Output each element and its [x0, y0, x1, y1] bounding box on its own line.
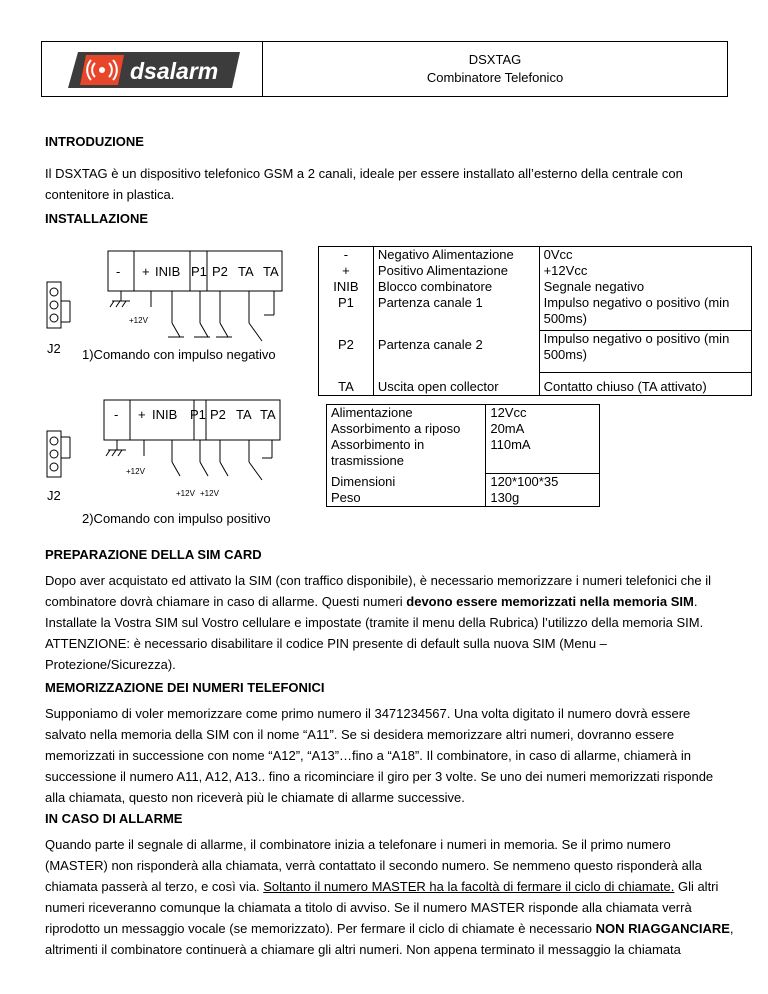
spec-value: 120*100*35	[490, 474, 559, 489]
terminal-label: P1	[191, 264, 207, 279]
document-title: DSXTAG	[468, 52, 522, 67]
spec-table	[326, 404, 600, 507]
terminal-label: P1	[190, 407, 206, 422]
connector-label: J2	[47, 341, 61, 356]
terminal-label: +	[142, 264, 150, 279]
table-row	[319, 373, 752, 396]
intro-heading: INTRODUZIONE	[45, 134, 144, 149]
document-header	[41, 41, 728, 97]
connector-label: J2	[47, 488, 61, 503]
header-logo-cell	[42, 42, 263, 96]
spec-label: Assorbimento a riposo	[331, 421, 461, 436]
spec-label: Dimensioni	[331, 473, 396, 489]
spec-label: Assorbimento in trasmissione	[331, 437, 425, 468]
terminal-code: P1	[338, 295, 354, 310]
spec-value: 110mA	[490, 437, 531, 452]
terminal-desc: Partenza canale 1	[377, 295, 483, 310]
header-title-cell	[263, 42, 727, 96]
spec-label: Peso	[331, 489, 361, 505]
sim-text-b: . Installate la Vostra SIM sul Vostro cellulare e impostate (tramite il menu della Rubrica) l’utilizzo della memoria SIM. ATTENZIONE: è necessario disabilitare il codice PIN presente di default sulla nuova SIM (Menu – Protezione/Sicurezza).	[45, 594, 704, 672]
terminal-label: TA	[263, 264, 279, 279]
terminal-desc: Negativo Alimentazione	[377, 247, 514, 262]
alarm-text-underline: Soltanto il numero MASTER ha la facoltà di fermare il ciclo di chiamate.	[263, 879, 675, 894]
diagram-caption: 1)Comando con impulso negativo	[82, 347, 276, 362]
terminal-value: Contatto chiuso (TA attivato)	[543, 378, 707, 394]
table-row	[327, 405, 600, 474]
alarm-text-b: Gli altri numeri riceveranno comunque la chiamata a titolo di avviso. Se il numero MASTER risponde alla chiamata verrà riprodotto un messaggio vocale (se memorizzato). Per fermare il ciclo di chiamate è necessario	[45, 879, 719, 936]
numbers-heading: MEMORIZZAZIONE DEI NUMERI TELEFONICI	[45, 680, 325, 695]
terminal-label: TA	[238, 264, 254, 279]
terminal-code: INIB	[333, 279, 359, 294]
terminal-code: -	[343, 247, 349, 262]
wiring-diagram-positive	[44, 394, 294, 529]
document-subtitle: Combinatore Telefonico	[426, 70, 564, 85]
voltage-label: +12V	[129, 316, 148, 325]
terminal-code: +	[342, 263, 350, 278]
terminal-label: TA	[236, 407, 252, 422]
spec-value: 20mA	[490, 421, 525, 436]
sim-text	[45, 570, 735, 675]
terminal-value: Impulso negativo o positivo (min 500ms)	[543, 295, 730, 326]
terminal-label: +	[138, 407, 146, 422]
terminal-code: TA	[338, 378, 354, 394]
diagram-caption: 2)Comando con impulso positivo	[82, 511, 271, 526]
dsalarm-logo	[64, 50, 244, 90]
alarm-text	[45, 834, 735, 960]
terminal-value: Impulso negativo o positivo (min 500ms)	[543, 331, 730, 362]
sim-heading: PREPARAZIONE DELLA SIM CARD	[45, 547, 262, 562]
spec-value: 12Vcc	[490, 405, 527, 420]
table-row	[319, 247, 752, 331]
terminal-label: -	[116, 264, 121, 279]
terminal-label: INIB	[152, 407, 178, 422]
install-heading: INSTALLAZIONE	[45, 211, 149, 226]
terminal-value: +12Vcc	[543, 263, 588, 278]
terminal-desc: Blocco combinatore	[377, 279, 493, 294]
wiring-diagram-negative	[44, 245, 294, 375]
terminal-desc: Positivo Alimentazione	[377, 263, 508, 278]
terminal-code: P2	[338, 336, 354, 352]
sim-text-a: Dopo aver acquistato ed attivato la SIM (con traffico disponibile), è necessario memorizzare i numeri telefonici che il combinatore dovrà chiamare in caso di allarme. Questi numeri	[45, 573, 711, 609]
terminal-desc: Partenza canale 2	[377, 336, 483, 352]
voltage-label: +12V	[176, 489, 195, 498]
terminal-desc: Uscita open collector	[377, 378, 499, 394]
numbers-text: Supponiamo di voler memorizzare come primo numero il 3471234567. Una volta digitato il numero dovrà essere salvato nella memoria della SIM con il nome “A11”. Se si desidera memorizzare altri numeri, dovranno essere memorizzati in successione con nome “A12”, “A13”…fino a “A18”. Il combinatore, in caso di allarme, chiamerà in successione il numero A11, A12, A13.. fino a ricominciare il giro per 3 volte. Se uno dei numeri memorizzati risponde alla chiamata, questo non riceverà più le chiamate di allarme successive.	[45, 706, 714, 805]
terminal-label: INIB	[155, 264, 181, 279]
terminal-value: 0Vcc	[543, 247, 573, 262]
alarm-text-bold: NON RIAGGANCIARE	[595, 921, 730, 936]
alarm-heading: IN CASO DI ALLARME	[45, 811, 183, 826]
spec-label: Alimentazione	[331, 405, 413, 420]
table-row	[319, 331, 752, 373]
terminal-label: P2	[212, 264, 228, 279]
voltage-label: +12V	[200, 489, 219, 498]
intro-text: Il DSXTAG è un dispositivo telefonico GSM a 2 canali, ideale per essere installato all’esterno della centrale con contenitore in plastica.	[45, 166, 683, 202]
logo-text: dsalarm	[130, 58, 219, 84]
voltage-label: +12V	[126, 467, 145, 476]
spec-value: 130g	[490, 490, 520, 505]
terminal-label: -	[114, 407, 119, 422]
terminal-table	[318, 246, 752, 396]
alarm-text-c: , altrimenti il combinatore continuerà a chiamare gli altri numeri. Non appena terminato il messaggio la chiamata	[45, 921, 734, 957]
alarm-text-a: Quando parte il segnale di allarme, il combinatore inizia a telefonare i numeri in memoria. Se il primo numero (MASTER) non risponderà alla chiamata, verrà contattato il secondo numero. Se nemmeno questo risponderà alla chiamata passerà al terzo, e così via.	[45, 837, 702, 894]
terminal-value: Segnale negativo	[543, 279, 645, 294]
terminal-label: TA	[260, 407, 276, 422]
table-row	[327, 474, 600, 507]
sim-text-bold: devono essere memorizzati nella memoria SIM	[406, 594, 694, 609]
terminal-label: P2	[210, 407, 226, 422]
